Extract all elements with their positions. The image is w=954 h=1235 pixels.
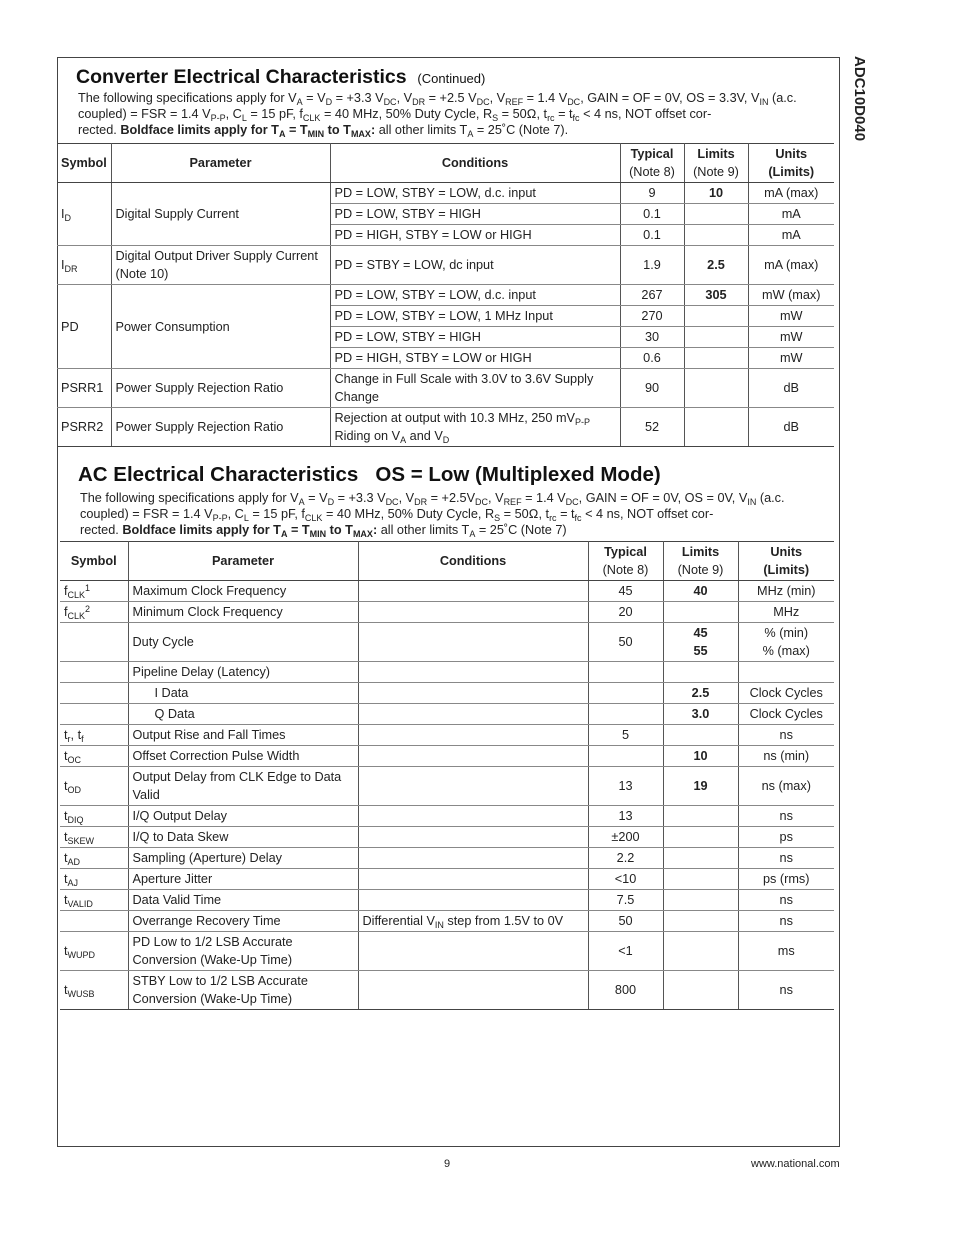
- cell-parameter: Q Data: [128, 704, 358, 725]
- cell-units: mA: [748, 225, 834, 246]
- units-value: ms: [777, 944, 795, 958]
- cell-typical: 270: [620, 306, 684, 327]
- cell-symbol: $I_{DR}$: [57, 246, 111, 285]
- cell-typical: 0.1: [620, 204, 684, 225]
- limit-value: 10: [693, 749, 708, 763]
- cell-units: [738, 581, 834, 602]
- cell-parameter: Power Consumption: [111, 285, 330, 369]
- cell-symbol: $t_{WUPD}$: [60, 932, 128, 971]
- table-row: [60, 704, 834, 725]
- units-value: ns (max): [761, 779, 811, 793]
- section2-title: AC Electrical Characteristics OS = Low (Multiplexed Mode): [78, 463, 661, 486]
- cell-limit: [663, 827, 738, 848]
- table-row: [60, 623, 834, 662]
- table-row: [60, 890, 834, 911]
- cell-units: [738, 911, 834, 932]
- cell-typical: 45: [588, 581, 663, 602]
- header-limits: Limits (Note 9): [663, 542, 738, 581]
- table-row: [60, 827, 834, 848]
- cell-units: [738, 683, 834, 704]
- cell-symbol: [60, 623, 128, 662]
- cell-units: [738, 806, 834, 827]
- cell-typical: 267: [620, 285, 684, 306]
- cell-limit: 2.5: [684, 246, 748, 285]
- cell-conditions: [358, 932, 588, 971]
- table-row: [57, 369, 834, 408]
- table-row: [60, 662, 834, 683]
- cell-typical: [588, 662, 663, 683]
- cell-conditions: PD = LOW, STBY = HIGH: [330, 204, 620, 225]
- cell-parameter: I/Q to Data Skew: [128, 827, 358, 848]
- units-value: ps: [779, 830, 793, 844]
- table-row: [57, 183, 834, 204]
- cell-conditions: [358, 602, 588, 623]
- units-value: ns: [779, 851, 793, 865]
- cell-symbol: $t_{OD}$: [60, 767, 128, 806]
- table-row: [60, 971, 834, 1010]
- cell-conditions: Differential $V_{IN}$ step from 1.5V to 0V: [358, 911, 588, 932]
- page-number: 9: [444, 1158, 451, 1170]
- header-symbol: Symbol: [60, 542, 128, 581]
- cell-typical: [588, 683, 663, 704]
- cell-symbol: [60, 683, 128, 704]
- header-limits: Limits (Note 9): [684, 144, 748, 183]
- units-value: ns (min): [763, 749, 810, 763]
- cell-symbol: $t_{SKEW}$: [60, 827, 128, 848]
- cell-units: mW: [748, 348, 834, 369]
- table-row: [57, 408, 834, 447]
- cell-parameter: Digital Supply Current: [111, 183, 330, 246]
- cell-parameter: Aperture Jitter: [128, 869, 358, 890]
- cell-units: [738, 890, 834, 911]
- units-value: % (min): [764, 626, 809, 640]
- cell-symbol: $t_{DIQ}$: [60, 806, 128, 827]
- cell-limit: 10: [684, 183, 748, 204]
- cell-conditions: [358, 623, 588, 662]
- units-value: ns: [779, 893, 793, 907]
- cell-limit: [663, 848, 738, 869]
- cell-units: dB: [748, 408, 834, 447]
- limit-value: 3.0: [691, 707, 710, 721]
- cell-units: [738, 662, 834, 683]
- cell-typical: <1: [588, 932, 663, 971]
- units-value: MHz: [773, 605, 800, 619]
- table-row: [60, 746, 834, 767]
- cell-limit: [663, 581, 738, 602]
- cell-typical: 2.2: [588, 848, 663, 869]
- website-link[interactable]: www.national.com: [751, 1158, 840, 1170]
- units-value: ns: [779, 728, 793, 742]
- cell-units: mA (max): [748, 183, 834, 204]
- cell-typical: 13: [588, 767, 663, 806]
- cell-typical: 13: [588, 806, 663, 827]
- cell-symbol: [60, 911, 128, 932]
- header-units: Units (Limits): [738, 542, 834, 581]
- cell-parameter: STBY Low to 1/2 LSB Accurate Conversion (Wake-Up Time): [128, 971, 358, 1010]
- cell-symbol: $t_{VALID}$: [60, 890, 128, 911]
- table-row: [60, 602, 834, 623]
- cell-units: [738, 767, 834, 806]
- cell-parameter: Sampling (Aperture) Delay: [128, 848, 358, 869]
- units-value: ns: [779, 983, 793, 997]
- cell-units: [738, 623, 834, 662]
- cell-conditions: PD = LOW, STBY = LOW, d.c. input: [330, 285, 620, 306]
- cell-conditions: PD = LOW, STBY = LOW, d.c. input: [330, 183, 620, 204]
- limit-value: 2.5: [691, 686, 710, 700]
- cell-limit: [663, 890, 738, 911]
- cell-parameter: Pipeline Delay (Latency): [128, 662, 358, 683]
- cell-typical: [588, 704, 663, 725]
- cell-units: [738, 827, 834, 848]
- cell-limit: [684, 306, 748, 327]
- limit-value: 19: [693, 779, 708, 793]
- cell-symbol: $t_{WUSB}$: [60, 971, 128, 1010]
- cell-parameter: Duty Cycle: [128, 623, 358, 662]
- section1-intro: The following specifications apply for $V_A = V_D = +3.3$ $V_{DC}$, $V_{DR} = +2.5$ $V_{DC}$, $V_{REF} = 1.4$ $V_{DC}$, GAIN = OF = 0V, OS = 3.3V, $V_{IN}$ (a.c. coupled) = FSR = 1.4 $V_{P-P}$, $C_L = 15$ pF, $f_{CLK} = 40$ MHz, 50% Duty Cycle, $R_S$ = 50Ω, $t_{rc} = t_{fc} < 4$ ns, NOT offset cor- rected. Boldface limits apply for $T_A = T_{MIN}$ to $T_{MAX}$: all other limits $T_A$ = 25˚C (Note 7).: [78, 91, 797, 139]
- cell-conditions: [358, 869, 588, 890]
- cell-limit: [663, 746, 738, 767]
- cell-limit: [684, 408, 748, 447]
- cell-limit: [663, 683, 738, 704]
- units-value-2: % (max): [762, 644, 810, 658]
- table-row: [60, 725, 834, 746]
- cell-typical: 50: [588, 623, 663, 662]
- cell-typical: 9: [620, 183, 684, 204]
- header-parameter: Parameter: [128, 542, 358, 581]
- cell-limit: [663, 806, 738, 827]
- cell-conditions: PD = STBY = LOW, dc input: [330, 246, 620, 285]
- table-row: [60, 581, 834, 602]
- cell-limit: [663, 662, 738, 683]
- units-value: ps (rms): [762, 872, 810, 886]
- cell-parameter: Minimum Clock Frequency: [128, 602, 358, 623]
- cell-limit: [684, 348, 748, 369]
- table-row: [60, 848, 834, 869]
- limit-value: 45: [693, 626, 708, 640]
- cell-typical: [588, 746, 663, 767]
- cell-symbol: $I_D$: [57, 183, 111, 246]
- table-header-row: [57, 144, 834, 183]
- cell-limit: [663, 911, 738, 932]
- cell-conditions: PD = LOW, STBY = HIGH: [330, 327, 620, 348]
- units-value: Clock Cycles: [749, 686, 823, 700]
- header-conditions: Conditions: [330, 144, 620, 183]
- cell-parameter: Power Supply Rejection Ratio: [111, 369, 330, 408]
- cell-typical: 90: [620, 369, 684, 408]
- cell-limit: [663, 623, 738, 662]
- cell-limit: [663, 971, 738, 1010]
- cell-conditions: [358, 890, 588, 911]
- cell-symbol: $f_{CLK}^1$: [60, 581, 128, 602]
- cell-typical: 50: [588, 911, 663, 932]
- cell-limit: [684, 327, 748, 348]
- cell-parameter: PD Low to 1/2 LSB Accurate Conversion (Wake-Up Time): [128, 932, 358, 971]
- cell-symbol: $t_{AJ}$: [60, 869, 128, 890]
- cell-typical: 0.6: [620, 348, 684, 369]
- cell-limit: 305: [684, 285, 748, 306]
- header-symbol: Symbol: [57, 144, 111, 183]
- cell-limit: [684, 225, 748, 246]
- cell-symbol: $t_r$, $t_f$: [60, 725, 128, 746]
- cell-symbol: PSRR1: [57, 369, 111, 408]
- cell-parameter: Output Rise and Fall Times: [128, 725, 358, 746]
- cell-symbol: [60, 662, 128, 683]
- cell-conditions: [358, 806, 588, 827]
- cell-symbol: PD: [57, 285, 111, 369]
- cell-units: mW: [748, 327, 834, 348]
- cell-conditions: [358, 767, 588, 806]
- cell-units: [738, 971, 834, 1010]
- cell-typical: 52: [620, 408, 684, 447]
- cell-units: [738, 725, 834, 746]
- cell-parameter: Maximum Clock Frequency: [128, 581, 358, 602]
- limit-value: 40: [693, 584, 708, 598]
- units-value: ns: [779, 914, 793, 928]
- cell-conditions: Change in Full Scale with 3.0V to 3.6V Supply Change: [330, 369, 620, 408]
- cell-units: mA (max): [748, 246, 834, 285]
- cell-parameter: I/Q Output Delay: [128, 806, 358, 827]
- cell-units: mA: [748, 204, 834, 225]
- header-typical: Typical (Note 8): [620, 144, 684, 183]
- converter-characteristics-table: [57, 143, 834, 447]
- limit-value-2: 55: [693, 644, 708, 658]
- cell-parameter: Output Delay from CLK Edge to Data Valid: [128, 767, 358, 806]
- header-units: Units (Limits): [748, 144, 834, 183]
- cell-conditions: [358, 581, 588, 602]
- table-row: [60, 932, 834, 971]
- cell-symbol: [60, 704, 128, 725]
- cell-parameter: Power Supply Rejection Ratio: [111, 408, 330, 447]
- table-row: [60, 683, 834, 704]
- cell-conditions: [358, 827, 588, 848]
- cell-conditions: [358, 971, 588, 1010]
- cell-conditions: [358, 704, 588, 725]
- cell-conditions: [358, 725, 588, 746]
- section1-continued: (Continued): [417, 71, 486, 86]
- cell-limit: [663, 932, 738, 971]
- cell-symbol: $t_{AD}$: [60, 848, 128, 869]
- section2-intro: The following specifications apply for $V_A = V_D = +3.3$ $V_{DC}$, $V_{DR} = +2.5V_{DC}$, $V_{REF} = 1.4$ $V_{DC}$, GAIN = OF = 0V, OS = 0V, $V_{IN}$ (a.c. coupled) = FSR = 1.4 $V_{P-P}$, $C_L = 15$ pF, $f_{CLK} = 40$ MHz, 50% Duty Cycle, $R_S$ = 50Ω, $t_{rc} = t_{fc} < 4$ ns, NOT offset cor- rected. Boldface limits apply for $T_A = T_{MIN}$ to $T_{MAX}$: all other limits $T_A$ = 25˚C (Note 7): [80, 491, 785, 539]
- cell-limit: [663, 725, 738, 746]
- section1-title: Converter Electrical Characteristics (Continued): [76, 66, 486, 88]
- cell-units: [738, 746, 834, 767]
- header-conditions: Conditions: [358, 542, 588, 581]
- cell-limit: [684, 204, 748, 225]
- cell-conditions: [358, 683, 588, 704]
- table-row: [57, 285, 834, 306]
- cell-units: mW: [748, 306, 834, 327]
- table-row: [57, 246, 834, 285]
- cell-symbol: $f_{CLK}^2$: [60, 602, 128, 623]
- table-header-row: [60, 542, 834, 581]
- cell-typical: <10: [588, 869, 663, 890]
- cell-typical: 7.5: [588, 890, 663, 911]
- cell-units: [738, 704, 834, 725]
- cell-conditions: PD = LOW, STBY = LOW, 1 MHz Input: [330, 306, 620, 327]
- table-row: [60, 806, 834, 827]
- part-number-side-label: ADC10D040: [851, 56, 868, 142]
- table-row: [60, 767, 834, 806]
- cell-parameter: I Data: [128, 683, 358, 704]
- ac-characteristics-table: [60, 541, 834, 1010]
- cell-parameter: Digital Output Driver Supply Current (Note 10): [111, 246, 330, 285]
- table-row: [60, 869, 834, 890]
- cell-parameter: Overrange Recovery Time: [128, 911, 358, 932]
- cell-conditions: PD = HIGH, STBY = LOW or HIGH: [330, 225, 620, 246]
- cell-limit: [663, 602, 738, 623]
- header-parameter: Parameter: [111, 144, 330, 183]
- cell-units: [738, 602, 834, 623]
- cell-limit: [684, 369, 748, 408]
- table-row: [60, 911, 834, 932]
- cell-units: mW (max): [748, 285, 834, 306]
- cell-typical: 5: [588, 725, 663, 746]
- cell-typical: 30: [620, 327, 684, 348]
- units-value: MHz (min): [757, 584, 816, 598]
- cell-units: dB: [748, 369, 834, 408]
- cell-typical: 0.1: [620, 225, 684, 246]
- cell-typical: ±200: [588, 827, 663, 848]
- cell-conditions: Rejection at output with 10.3 MHz, 250 $mV_{P-P}$ Riding on $V_A$ and $V_D$: [330, 408, 620, 447]
- cell-conditions: PD = HIGH, STBY = LOW or HIGH: [330, 348, 620, 369]
- cell-units: [738, 869, 834, 890]
- units-value: ns: [779, 809, 793, 823]
- units-value: Clock Cycles: [749, 707, 823, 721]
- header-typical: Typical (Note 8): [588, 542, 663, 581]
- cell-symbol: $t_{OC}$: [60, 746, 128, 767]
- cell-parameter: Offset Correction Pulse Width: [128, 746, 358, 767]
- cell-symbol: PSRR2: [57, 408, 111, 447]
- cell-limit: [663, 704, 738, 725]
- cell-limit: [663, 767, 738, 806]
- cell-typical: 800: [588, 971, 663, 1010]
- cell-typical: 20: [588, 602, 663, 623]
- cell-units: [738, 932, 834, 971]
- cell-parameter: Data Valid Time: [128, 890, 358, 911]
- cell-conditions: [358, 848, 588, 869]
- cell-limit: [663, 869, 738, 890]
- cell-conditions: [358, 746, 588, 767]
- cell-conditions: [358, 662, 588, 683]
- cell-typical: 1.9: [620, 246, 684, 285]
- cell-units: [738, 848, 834, 869]
